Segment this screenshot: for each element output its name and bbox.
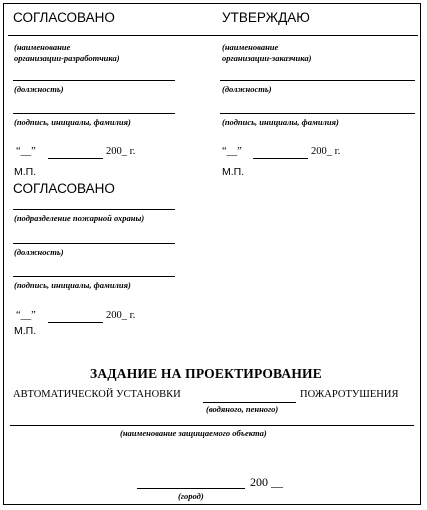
task-type-caption: (водяного, пенного) bbox=[206, 404, 279, 414]
fire-date-month-line bbox=[48, 322, 103, 323]
left-position-caption: (должность) bbox=[14, 84, 64, 94]
right-date-month-line bbox=[253, 158, 308, 159]
right-stamp: М.П. bbox=[222, 166, 245, 178]
fire-signature-caption: (подпись, инициалы, фамилия) bbox=[14, 280, 131, 290]
right-org-caption-1: (наименование bbox=[222, 42, 279, 52]
left-stamp: М.П. bbox=[14, 166, 37, 178]
right-date-year: 200_ г. bbox=[311, 146, 341, 157]
left-date-day: “__” bbox=[16, 146, 36, 157]
top-divider bbox=[8, 35, 418, 36]
fire-date-day: “__” bbox=[16, 310, 36, 321]
task-year: 200 __ bbox=[250, 475, 283, 489]
task-city-caption: (город) bbox=[178, 491, 204, 501]
fire-stamp: М.П. bbox=[14, 325, 37, 337]
left-position-line bbox=[13, 80, 175, 81]
fire-date-year: 200_ г. bbox=[106, 310, 136, 321]
left-org-caption-1: (наименование bbox=[14, 42, 71, 52]
task-object-caption: (наименование защищаемого объекта) bbox=[120, 428, 267, 438]
fire-heading: СОГЛАСОВАНО bbox=[13, 181, 115, 196]
right-position-caption: (должность) bbox=[222, 84, 272, 94]
right-signature-line bbox=[220, 113, 415, 114]
right-signature-caption: (подпись, инициалы, фамилия) bbox=[222, 117, 339, 127]
left-date-year: 200_ г. bbox=[106, 146, 136, 157]
fire-signature-line bbox=[13, 276, 175, 277]
task-line-right: ПОЖАРОТУШЕНИЯ bbox=[300, 389, 399, 400]
left-heading: СОГЛАСОВАНО bbox=[13, 10, 115, 25]
left-signature-caption: (подпись, инициалы, фамилия) bbox=[14, 117, 131, 127]
right-date-day: “__” bbox=[222, 146, 242, 157]
fire-division-line bbox=[13, 209, 175, 210]
right-heading: УТВЕРЖДАЮ bbox=[222, 10, 310, 25]
fire-position-caption: (должность) bbox=[14, 247, 64, 257]
task-city-line bbox=[137, 488, 245, 489]
left-signature-line bbox=[13, 113, 175, 114]
task-title: ЗАДАНИЕ НА ПРОЕКТИРОВАНИЕ bbox=[90, 366, 322, 381]
task-line-left: АВТОМАТИЧЕСКОЙ УСТАНОВКИ bbox=[13, 389, 181, 400]
left-date-month-line bbox=[48, 158, 103, 159]
task-type-line bbox=[203, 402, 296, 403]
right-org-caption-2: организации-заказчика) bbox=[222, 53, 312, 63]
right-position-line bbox=[220, 80, 415, 81]
fire-division-caption: (подразделение пожарной охраны) bbox=[14, 213, 145, 223]
fire-position-line bbox=[13, 243, 175, 244]
task-object-line bbox=[10, 425, 414, 426]
left-org-caption-2: организации-разработчика) bbox=[14, 53, 120, 63]
